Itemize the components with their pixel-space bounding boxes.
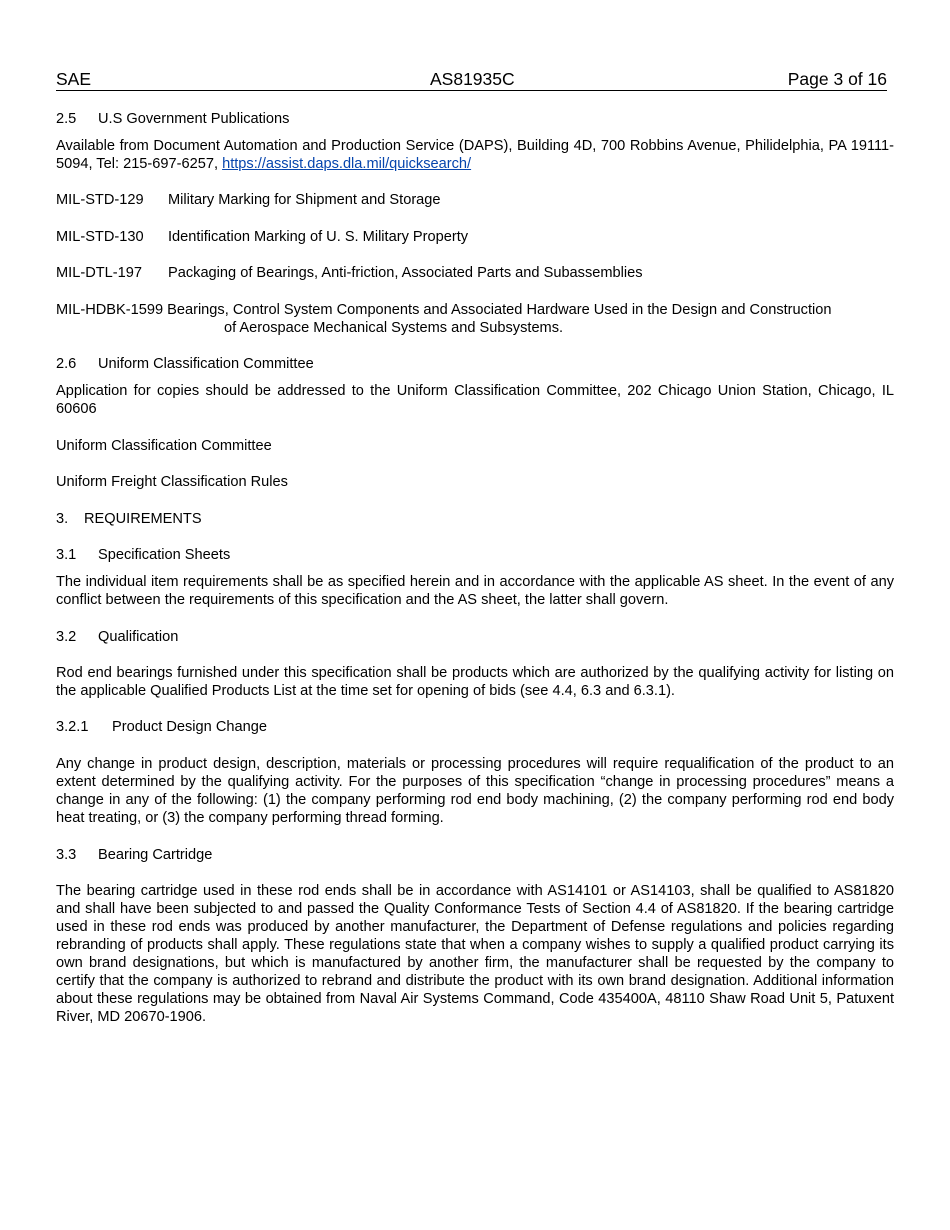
section-number: 3.1 [56, 547, 77, 563]
section-heading-3-2-1 [56, 718, 894, 736]
header-org: SAE [56, 69, 92, 89]
reference-code: MIL-DTL-197 [56, 265, 142, 281]
reference-title: Identification Marking of U. S. Military Property [168, 229, 469, 245]
section-heading-3-1 [56, 546, 894, 564]
reference-code: MIL-STD-130 [56, 229, 144, 245]
section-3-1-paragraph: The individual item requirements shall be as specified herein and in accordance with the applicable AS sheet. In the event of any conflict between the requirements of this specification and the AS sheet, the latter shall govern. [56, 574, 894, 608]
section-2-6-paragraph: Application for copies should be addressed to the Uniform Classification Committee, 202 Chicago Union Station, Chicago, IL 60606 [56, 383, 894, 417]
freight-rules-item: Uniform Freight Classification Rules [56, 474, 288, 490]
reference-title: Packaging of Bearings, Anti-friction, Associated Parts and Subassemblies [168, 265, 643, 281]
section-3-2-paragraph: Rod end bearings furnished under this specification shall be products which are authorized by the qualifying activity for listing on the applicable Qualified Products List at the time set for opening of bids (see 4.4, 6.3 and 6.3.1). [56, 665, 894, 699]
section-title: REQUIREMENTS [84, 511, 202, 527]
header-page-number: Page 3 of 16 [787, 69, 887, 89]
section-number: 2.6 [56, 356, 77, 372]
section-number: 3.3 [56, 847, 77, 863]
section-title: Uniform Classification Committee [98, 356, 314, 372]
section-number: 3.2 [56, 629, 77, 645]
reference-title: Military Marking for Shipment and Storage [168, 192, 441, 208]
reference-item [56, 264, 894, 282]
document-body [56, 110, 894, 1026]
section-3-3-paragraph: The bearing cartridge used in these rod ends shall be in accordance with AS14101 or AS14103, shall be qualified to AS81820 and shall have been subjected to and passed the Quality Conformance Tests of Section 4.4 of AS81820. If the bearing cartridge used in these rod ends was produced by another manufacturer, the Department of Defense regulations and policies regarding rebranding of products shall apply. These regulations state that when a company wishes to supply a qualified product carrying its own brand designations, but which is manufactured by another firm, the manufacturer shall be requested by the company to certify that the company is authorized to rebrand and distribute the product with its own brand designation. Additional information about these regulations may be obtained from Naval Air Systems Command, Code 435400A, 48110 Shaw Road Unit 5, Patuxent River, MD 20670-1906. [56, 883, 894, 1025]
reference-item [56, 191, 894, 209]
section-number: 2.5 [56, 111, 77, 127]
reference-item [56, 228, 894, 246]
section-title: Bearing Cartridge [98, 847, 213, 863]
hdbk-reference-line2: of Aerospace Mechanical Systems and Subsystems. [224, 320, 564, 336]
section-heading-3 [56, 510, 894, 528]
section-title: Product Design Change [112, 719, 267, 735]
section-heading-3-3 [56, 846, 894, 864]
section-heading-2-6 [56, 355, 894, 373]
header-doc-number: AS81935C [430, 69, 515, 89]
section-title: Qualification [98, 629, 179, 645]
paragraph-text: Available from Document Automation and Production Service (DAPS), Building 4D, 700 Robbins Avenue, Philidelphia, PA 19111-5094, Tel: 215-697-6257, [56, 138, 894, 172]
section-number: 3. [56, 511, 69, 527]
reference-code: MIL-STD-129 [56, 192, 144, 208]
page-header [56, 68, 887, 91]
committee-item: Uniform Classification Committee [56, 438, 272, 454]
section-title: Specification Sheets [98, 547, 231, 563]
section-number: 3.2.1 [56, 719, 89, 735]
section-2-5-paragraph [56, 137, 894, 173]
section-heading-2-5 [56, 110, 894, 128]
section-heading-3-2 [56, 628, 894, 646]
hdbk-reference-line1: MIL-HDBK-1599 Bearings, Control System Components and Associated Hardware Used in the Design and Construction [56, 302, 832, 318]
quicksearch-link[interactable]: https://assist.daps.dla.mil/quicksearch/ [222, 156, 472, 172]
section-title: U.S Government Publications [98, 111, 290, 127]
section-3-2-1-paragraph: Any change in product design, description, materials or processing procedures will require requalification of the product to an extent determined by the qualifying activity. For the purposes of this specification “change in processing procedures” means a change in any of the following: (1) the company performing rod end body machining, (2) the company performing rod end body heat treating, or (3) the company performing thread forming. [56, 756, 894, 826]
